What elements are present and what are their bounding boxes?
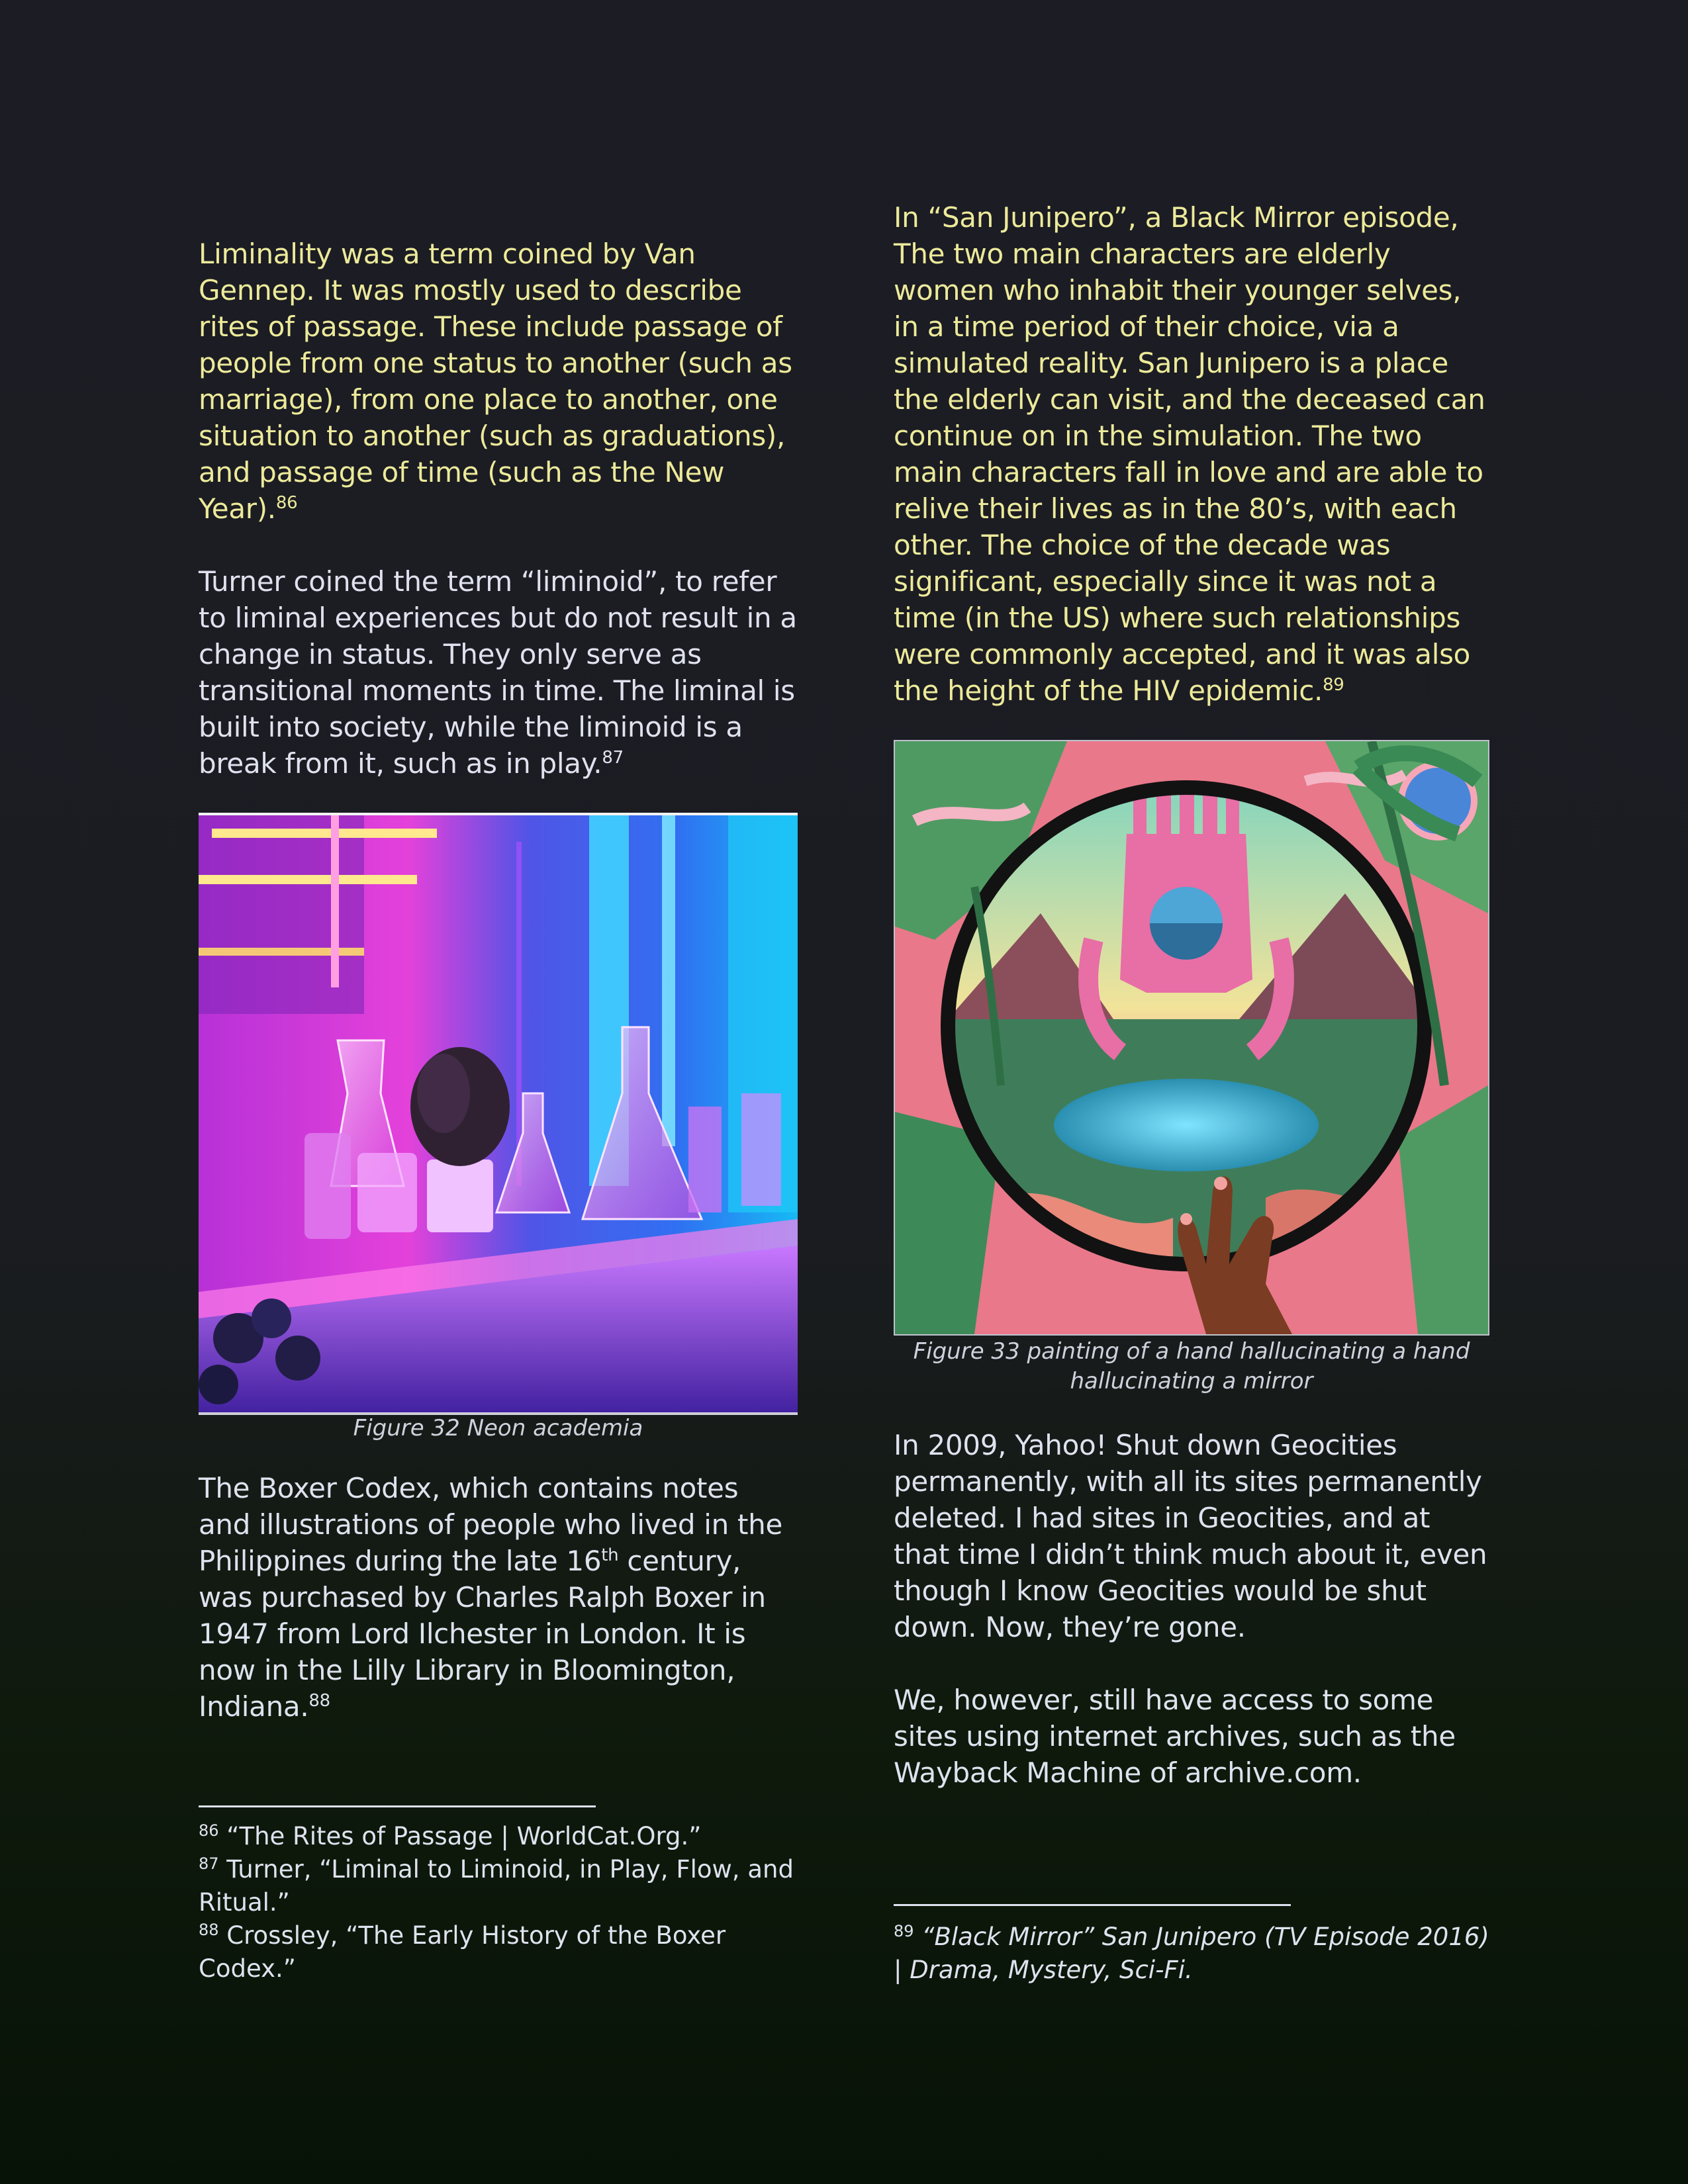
footnote-separator-left: [199, 1805, 596, 1807]
footnote-ref-86[interactable]: 86: [275, 493, 298, 513]
ordinal-suffix: th: [601, 1545, 619, 1565]
footnote-88-number: 88: [199, 1920, 219, 1939]
geocities-paragraph: In 2009, Yahoo! Shut down Geocities permanently, with all its sites permanently deleted. I had sites in Geocities, and at that time I didn’t think much about it, even though I know Geocities would be shut down. Now, they’re gone.: [894, 1429, 1487, 1643]
liminality-text: Liminality was a term coined by Van Gennep. It was mostly used to describe rites of passage. These include passage of people from one status to another (such as marriage), from one place to another, one situation to another (such as graduations), and passage of time (such as the New Year).: [199, 238, 792, 525]
right-column-lower: [894, 1427, 1493, 1791]
liminality-paragraph: [199, 236, 798, 527]
san-junipero-paragraph: [894, 199, 1493, 709]
footnote-89-text: “Black Mirror” San Junipero (TV Episode 2016) | Drama, Mystery, Sci-Fi.: [894, 1923, 1489, 1984]
boxer-codex-text-a: The Boxer Codex, which contains notes and illustrations of people who lived in the Philippines during the late 16: [199, 1472, 783, 1577]
footnote-86-text: “The Rites of Passage | WorldCat.Org.”: [218, 1822, 702, 1850]
footnote-88: [199, 1919, 798, 1985]
footnotes-left: [199, 1820, 798, 1985]
figure-33-caption: Figure 33 painting of a hand hallucinating a hand hallucinating a mirror: [913, 1338, 1470, 1394]
footnote-ref-88[interactable]: 88: [308, 1691, 330, 1711]
figure-33: [894, 740, 1489, 1396]
left-column-lower: [199, 1470, 798, 1725]
boxer-codex-paragraph: [199, 1470, 798, 1725]
footnote-87: [199, 1853, 798, 1919]
san-junipero-text: In “San Junipero”, a Black Mirror episode, The two main characters are elderly women who inhabit their younger selves, in a time period of their choice, via a simulated reality. San Junipero is a place the elderly can visit, and the deceased can continue on in the simulation. The two main characters fall in love and are able to relive their lives as in the 80’s, with each other. The choice of the decade was significant, especially since it was not a time (in the US) where such relationships were commonly accepted, and it was also the height of the HIV epidemic.: [894, 201, 1485, 707]
neon-lab-illustration: [199, 815, 798, 1412]
footnote-89: [894, 1921, 1493, 1987]
footnote-ref-89[interactable]: 89: [1323, 675, 1344, 695]
neon-academia-image: [199, 813, 798, 1415]
footnote-88-text: Crossley, “The Early History of the Boxer Codex.”: [199, 1921, 726, 1983]
hand-mirror-illustration: [895, 741, 1488, 1334]
liminoid-text: Turner coined the term “liminoid”, to refer to liminal experiences but do not result in a change in status. They only serve as transitional moments in time. The liminal is built into society, while the liminoid is a break from it, such as in play.: [199, 565, 797, 780]
footnote-86-number: 86: [199, 1821, 219, 1840]
archive-paragraph: We, however, still have access to some sites using internet archives, such as the Wayback Machine of archive.com.: [894, 1684, 1456, 1789]
figure-32: [199, 813, 798, 1443]
footnote-87-text: Turner, “Liminal to Liminoid, in Play, Flow, and Ritual.”: [199, 1855, 794, 1917]
footnote-separator-right: [894, 1904, 1291, 1906]
footnotes-right: [894, 1921, 1493, 1987]
left-column: [199, 236, 798, 782]
footnote-86: [199, 1820, 798, 1853]
liminoid-paragraph: [199, 563, 798, 782]
footnote-89-number: 89: [894, 1921, 914, 1940]
footnote-ref-87[interactable]: 87: [602, 748, 624, 768]
boxer-codex-text-b: century, was purchased by Charles Ralph Boxer in 1947 from Lord Ilchester in London. It is now in the Lilly Library in Bloomington, Indiana.: [199, 1545, 766, 1723]
figure-32-caption: Figure 32 Neon academia: [353, 1415, 643, 1441]
footnote-87-number: 87: [199, 1854, 219, 1873]
hand-mirror-painting: [894, 740, 1489, 1336]
right-column: [894, 199, 1493, 709]
